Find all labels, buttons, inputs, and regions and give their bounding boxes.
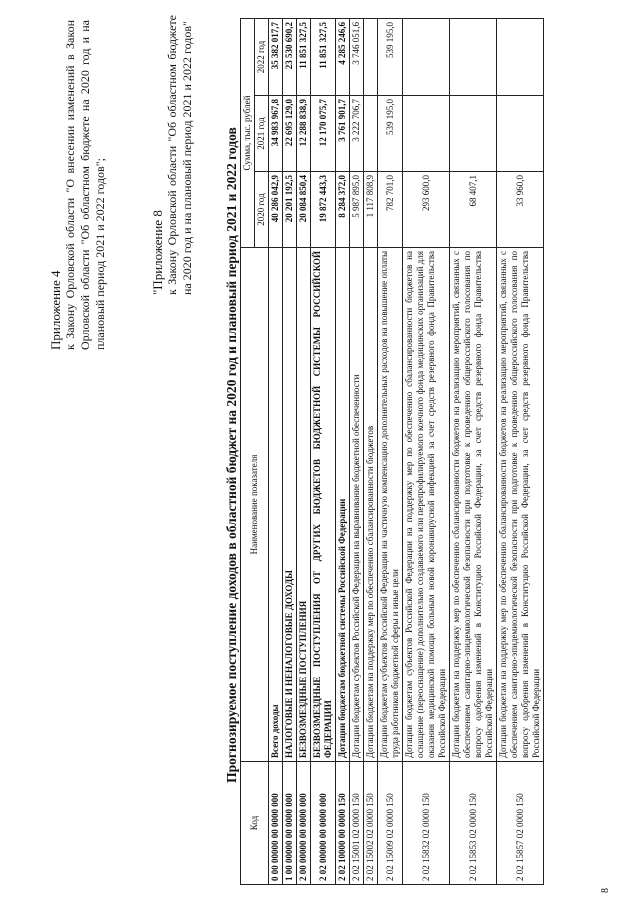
- code-cell: 0 00 00000 00 0000 000: [269, 762, 283, 885]
- code-cell: 2 02 15002 02 0000 150: [364, 762, 378, 885]
- name-cell: БЕЗВОЗМЕЗДНЫЕ ПОСТУПЛЕНИЯ ОТ ДРУГИХ БЮДЖЕТОВ БЮДЖЕТНОЙ СИСТЕМЫ РОССИЙСКОЙ ФЕДЕРАЦИИ: [311, 248, 336, 762]
- value-2020-cell: 20 084 850,4: [297, 172, 311, 248]
- code-cell: 2 00 00000 00 0000 000: [297, 762, 311, 885]
- table-row: [311, 19, 336, 885]
- table-row: [297, 19, 311, 885]
- table-row: [497, 19, 544, 885]
- name-cell: Дотации бюджетам субъектов Российской Федерации на частичную компенсацию дополнительных расходов на повышение оплаты труда работников бюджетной сферы и иные цели: [378, 248, 403, 762]
- value-2021-cell: 34 983 967,8: [269, 96, 283, 172]
- name-cell: Дотации бюджетам на поддержку мер по обеспечению сбалансированности бюджетов на реализацию мероприятий, связанных с обеспечением санитарно-эпидемиологической безопасности при подготовке к проведению общероссийского голосования по вопросу одобрения изменений в Конституцию Российской Федерации, за счет средств резервного фонда Правительства Российской Федерации: [497, 248, 544, 762]
- code-cell: 2 02 15857 02 0000 150: [497, 762, 544, 885]
- code-cell: 2 02 15853 02 0000 150: [450, 762, 497, 885]
- value-2021-cell: [450, 96, 497, 172]
- table-row: [364, 19, 378, 885]
- value-2021-cell: [403, 96, 450, 172]
- value-2022-cell: [364, 19, 378, 96]
- value-2020-cell: 68 407,1: [450, 172, 497, 248]
- income-table: [240, 18, 544, 885]
- page-number: 8: [600, 888, 611, 893]
- value-2020-cell: 20 201 192,5: [283, 172, 297, 248]
- value-2021-cell: 3 222 706,7: [350, 96, 364, 172]
- value-2021-cell: 22 695 129,0: [283, 96, 297, 172]
- column-header-code: Код: [241, 762, 269, 885]
- appendix-8-text: к Закону Орловской области "Об областном бюджете на 2020 год и на плановый период 2021 и 2022 годов": [165, 15, 194, 295]
- table-row: [403, 19, 450, 885]
- name-cell: БЕЗВОЗМЕЗДНЫЕ ПОСТУПЛЕНИЯ: [297, 248, 311, 762]
- column-header-year: 2021 год: [255, 96, 269, 172]
- name-cell: Дотации бюджетам субъектов Российской Федерации на выравнивание бюджетной обеспеченности: [350, 248, 364, 762]
- table-row: [450, 19, 497, 885]
- code-cell: 2 02 15001 02 0000 150: [350, 762, 364, 885]
- column-header-year: 2022 год: [255, 19, 269, 96]
- value-2020-cell: 1 117 808,9: [364, 172, 378, 248]
- name-cell: Дотации бюджетам на поддержку мер по обеспечению сбалансированности бюджетов на реализацию мероприятий, связанных с обеспечением санитарно-эпидемиологической безопасности при подготовке к проведению общероссийского голосования по вопросу одобрения изменений в Конституцию Российской Федерации, за счет средств резервного фонда Правительства Российской Федерации: [450, 248, 497, 762]
- appendix-4-title: Приложение 4: [48, 270, 63, 350]
- name-cell: Всего доходы: [269, 248, 283, 762]
- table-row: [336, 19, 350, 885]
- appendix-8-header: [150, 15, 195, 295]
- value-2021-cell: [364, 96, 378, 172]
- value-2021-cell: 539 195,0: [378, 96, 403, 172]
- value-2022-cell: 11 851 327,5: [311, 19, 336, 96]
- column-header-name: Наименование показателя: [241, 248, 269, 762]
- appendix-8-title: "Приложение 8: [150, 210, 165, 295]
- value-2022-cell: 539 195,0: [378, 19, 403, 96]
- code-cell: 2 02 15832 02 0000 150: [403, 762, 450, 885]
- value-2020-cell: 782 701,0: [378, 172, 403, 248]
- table-row: [283, 19, 297, 885]
- document-title: Прогнозируемое поступление доходов в областной бюджет на 2020 год и плановый период 2021 и 2022 годов: [224, 127, 239, 783]
- value-2020-cell: 5 987 895,0: [350, 172, 364, 248]
- value-2022-cell: [450, 19, 497, 96]
- value-2020-cell: 293 600,0: [403, 172, 450, 248]
- code-cell: 1 00 00000 00 0000 000: [283, 762, 297, 885]
- appendix-4-header: [48, 20, 108, 350]
- value-2022-cell: 3 746 051,6: [350, 19, 364, 96]
- name-cell: Дотации бюджетам бюджетной системы Российской Федерации: [336, 248, 350, 762]
- table-row: [269, 19, 283, 885]
- table-row: [350, 19, 364, 885]
- name-cell: Дотации бюджетам субъектов Российской Федерации на поддержку мер по обеспечению сбалансированности бюджетов на оснащение (переоснащение) дополнительно создаваемого или перепрофилируемого коечного фонда медицинских организаций для оказания медицинской помощи больным новой коронавирусной инфекцией за счет средств резервного фонда Правительства Российской Федерации: [403, 248, 450, 762]
- value-2020-cell: 33 960,0: [497, 172, 544, 248]
- name-cell: Дотации бюджетам на поддержку мер по обеспечению сбалансированности бюджетов: [364, 248, 378, 762]
- column-header-year: 2020 год: [255, 172, 269, 248]
- code-cell: 2 02 15009 02 0000 150: [378, 762, 403, 885]
- value-2020-cell: 8 284 372,0: [336, 172, 350, 248]
- table-body: [269, 19, 544, 885]
- value-2021-cell: 3 761 901,7: [336, 96, 350, 172]
- column-header-sum: Сумма, тыс. рублей: [241, 19, 255, 248]
- code-cell: 2 02 00000 00 0000 000: [311, 762, 336, 885]
- value-2022-cell: [403, 19, 450, 96]
- value-2022-cell: 35 382 017,7: [269, 19, 283, 96]
- value-2020-cell: 19 872 443,3: [311, 172, 336, 248]
- name-cell: НАЛОГОВЫЕ И НЕНАЛОГОВЫЕ ДОХОДЫ: [283, 248, 297, 762]
- appendix-4-text: к Закону Орловской области "О внесении изменений в Закон Орловской области "Об областном бюджете на 2020 год и на плановый период 2021 и 2022 годов";: [63, 20, 107, 350]
- value-2021-cell: 12 288 838,9: [297, 96, 311, 172]
- code-cell: 2 02 10000 00 0000 150: [336, 762, 350, 885]
- value-2021-cell: 12 170 075,7: [311, 96, 336, 172]
- value-2022-cell: 11 851 327,5: [297, 19, 311, 96]
- value-2022-cell: 4 285 246,6: [336, 19, 350, 96]
- value-2020-cell: 40 286 042,9: [269, 172, 283, 248]
- value-2022-cell: [497, 19, 544, 96]
- value-2021-cell: [497, 96, 544, 172]
- table-row: [378, 19, 403, 885]
- value-2022-cell: 23 530 690,2: [283, 19, 297, 96]
